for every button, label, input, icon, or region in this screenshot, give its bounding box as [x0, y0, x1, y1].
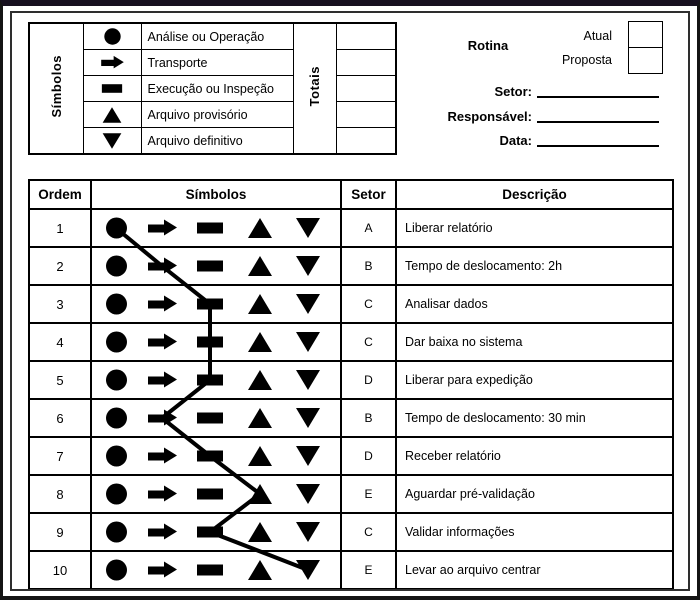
- legend-icon-cell: [83, 128, 141, 155]
- symbols-cell: [91, 247, 341, 285]
- transport-arrow-icon: [148, 524, 177, 541]
- execution-rectangle-icon: [197, 223, 223, 234]
- transport-arrow-icon: [148, 296, 177, 313]
- description-cell: Analisar dados: [396, 285, 673, 323]
- proposta-checkbox[interactable]: [628, 47, 663, 74]
- legend-label: Arquivo provisório: [141, 102, 293, 128]
- sector-cell: B: [341, 399, 396, 437]
- order-cell: 10: [29, 551, 91, 589]
- transport-arrow-icon: [148, 220, 177, 237]
- order-cell: 8: [29, 475, 91, 513]
- symbols-cell: [91, 323, 341, 361]
- execution-rectangle-icon: [197, 299, 223, 310]
- header-sector: Setor: [341, 180, 396, 209]
- execution-rectangle-icon: [197, 261, 223, 272]
- temp-archive-triangle-up-icon: [248, 370, 272, 390]
- sector-cell: D: [341, 361, 396, 399]
- transport-arrow-icon: [148, 372, 177, 389]
- responsavel-field: [400, 105, 662, 125]
- temp-archive-triangle-up-icon: [103, 107, 122, 123]
- symbols-cell: [91, 285, 341, 323]
- description-cell: Tempo de deslocamento: 2h: [396, 247, 673, 285]
- table-row: [29, 247, 673, 285]
- execution-rectangle-icon: [197, 527, 223, 538]
- legend-label: Execução ou Inspeção: [141, 76, 293, 102]
- order-cell: 2: [29, 247, 91, 285]
- legend-icon-cell: [83, 23, 141, 50]
- execution-rectangle-icon: [197, 413, 223, 424]
- symbols-cell: [91, 513, 341, 551]
- operation-circle-icon: [106, 294, 127, 315]
- operation-circle-icon: [104, 28, 120, 44]
- data-field-label: Data:: [499, 133, 532, 148]
- execution-rectangle-icon: [102, 84, 122, 93]
- setor-input-line[interactable]: [537, 96, 659, 99]
- final-archive-triangle-down-icon: [296, 370, 320, 390]
- transport-arrow-icon: [148, 562, 177, 579]
- setor-field-label: Setor:: [494, 84, 532, 99]
- operation-circle-icon: [106, 370, 127, 391]
- temp-archive-triangle-up-icon: [248, 218, 272, 238]
- totals-value-cell[interactable]: [336, 128, 396, 155]
- operation-circle-icon: [106, 218, 127, 239]
- execution-rectangle-icon: [197, 337, 223, 348]
- sector-cell: D: [341, 437, 396, 475]
- sector-cell: C: [341, 513, 396, 551]
- symbols-cell: [91, 551, 341, 589]
- description-cell: Dar baixa no sistema: [396, 323, 673, 361]
- execution-rectangle-icon: [197, 451, 223, 462]
- operation-circle-icon: [106, 256, 127, 277]
- order-cell: 1: [29, 209, 91, 247]
- order-cell: 5: [29, 361, 91, 399]
- order-cell: 4: [29, 323, 91, 361]
- order-cell: 3: [29, 285, 91, 323]
- order-cell: 9: [29, 513, 91, 551]
- legend-label: Análise ou Operação: [141, 23, 293, 50]
- data-input-line[interactable]: [537, 145, 659, 148]
- legend-icon-cell: [83, 76, 141, 102]
- routine-checkbox-stack: [628, 21, 663, 74]
- totals-title-cell: [293, 23, 336, 154]
- routine-option-atual-label: Atual: [583, 29, 612, 43]
- temp-archive-triangle-up-icon: [248, 560, 272, 580]
- sector-cell: A: [341, 209, 396, 247]
- final-archive-triangle-down-icon: [296, 484, 320, 504]
- temp-archive-triangle-up-icon: [248, 484, 272, 504]
- table-row: [29, 399, 673, 437]
- transport-arrow-icon: [101, 56, 124, 69]
- final-archive-triangle-down-icon: [296, 522, 320, 542]
- temp-archive-triangle-up-icon: [248, 332, 272, 352]
- table-row: [29, 551, 673, 589]
- responsavel-input-line[interactable]: [537, 121, 659, 124]
- header-symbols: Símbolos: [91, 180, 341, 209]
- table-row: [29, 323, 673, 361]
- transport-arrow-icon: [148, 486, 177, 503]
- temp-archive-triangle-up-icon: [248, 294, 272, 314]
- transport-arrow-icon: [148, 410, 177, 427]
- final-archive-triangle-down-icon: [296, 218, 320, 238]
- operation-circle-icon: [106, 522, 127, 543]
- final-archive-triangle-down-icon: [296, 446, 320, 466]
- symbols-cell: [91, 209, 341, 247]
- sector-cell: E: [341, 475, 396, 513]
- symbols-cell: [91, 475, 341, 513]
- legend-title: Símbolos: [48, 54, 64, 118]
- atual-checkbox[interactable]: [628, 21, 663, 48]
- final-archive-triangle-down-icon: [296, 294, 320, 314]
- legend-label: Arquivo definitivo: [141, 128, 293, 155]
- totals-value-cell[interactable]: [336, 76, 396, 102]
- order-cell: 7: [29, 437, 91, 475]
- legend-icon-cell: [83, 50, 141, 76]
- table-row: [29, 285, 673, 323]
- final-archive-triangle-down-icon: [296, 256, 320, 276]
- description-cell: Liberar relatório: [396, 209, 673, 247]
- responsavel-field-label: Responsável:: [447, 109, 532, 124]
- data-field: [400, 129, 662, 149]
- totals-value-cell[interactable]: [336, 23, 396, 50]
- symbols-cell: [91, 399, 341, 437]
- routine-label: Rotina: [467, 38, 509, 53]
- totals-value-cell[interactable]: [336, 50, 396, 76]
- symbols-cell: [91, 437, 341, 475]
- operation-circle-icon: [106, 560, 127, 581]
- temp-archive-triangle-up-icon: [248, 408, 272, 428]
- execution-rectangle-icon: [197, 489, 223, 500]
- description-cell: Tempo de deslocamento: 30 min: [396, 399, 673, 437]
- header-description: Descrição: [396, 180, 673, 209]
- totals-value-cell[interactable]: [336, 102, 396, 128]
- flow-table-wrap: [28, 179, 672, 588]
- setor-field: [400, 80, 662, 100]
- legend-title-cell: [29, 23, 83, 154]
- table-row: [29, 513, 673, 551]
- routine-option-proposta-label: Proposta: [561, 53, 612, 67]
- transport-arrow-icon: [148, 334, 177, 351]
- temp-archive-triangle-up-icon: [248, 446, 272, 466]
- temp-archive-triangle-up-icon: [248, 256, 272, 276]
- table-row: [29, 475, 673, 513]
- sector-cell: E: [341, 551, 396, 589]
- header-order: Ordem: [29, 180, 91, 209]
- symbols-legend: [28, 22, 397, 155]
- transport-arrow-icon: [148, 258, 177, 275]
- flow-table-header-row: [29, 180, 673, 209]
- operation-circle-icon: [106, 408, 127, 429]
- operation-circle-icon: [106, 446, 127, 467]
- order-cell: 6: [29, 399, 91, 437]
- execution-rectangle-icon: [197, 375, 223, 386]
- totals-title: Totais: [307, 65, 322, 107]
- flow-table: [28, 179, 674, 590]
- sector-cell: C: [341, 285, 396, 323]
- final-archive-triangle-down-icon: [296, 560, 320, 580]
- final-archive-triangle-down-icon: [103, 133, 122, 149]
- sector-cell: B: [341, 247, 396, 285]
- description-cell: Receber relatório: [396, 437, 673, 475]
- final-archive-triangle-down-icon: [296, 332, 320, 352]
- legend-icon-cell: [83, 102, 141, 128]
- description-cell: Validar informações: [396, 513, 673, 551]
- table-row: [29, 209, 673, 247]
- table-row: [29, 437, 673, 475]
- operation-circle-icon: [106, 332, 127, 353]
- legend-label: Transporte: [141, 50, 293, 76]
- operation-circle-icon: [106, 484, 127, 505]
- execution-rectangle-icon: [197, 565, 223, 576]
- temp-archive-triangle-up-icon: [248, 522, 272, 542]
- transport-arrow-icon: [148, 448, 177, 465]
- symbols-cell: [91, 361, 341, 399]
- description-cell: Aguardar pré-validação: [396, 475, 673, 513]
- final-archive-triangle-down-icon: [296, 408, 320, 428]
- description-cell: Levar ao arquivo centrar: [396, 551, 673, 589]
- description-cell: Liberar para expedição: [396, 361, 673, 399]
- table-row: [29, 361, 673, 399]
- sector-cell: C: [341, 323, 396, 361]
